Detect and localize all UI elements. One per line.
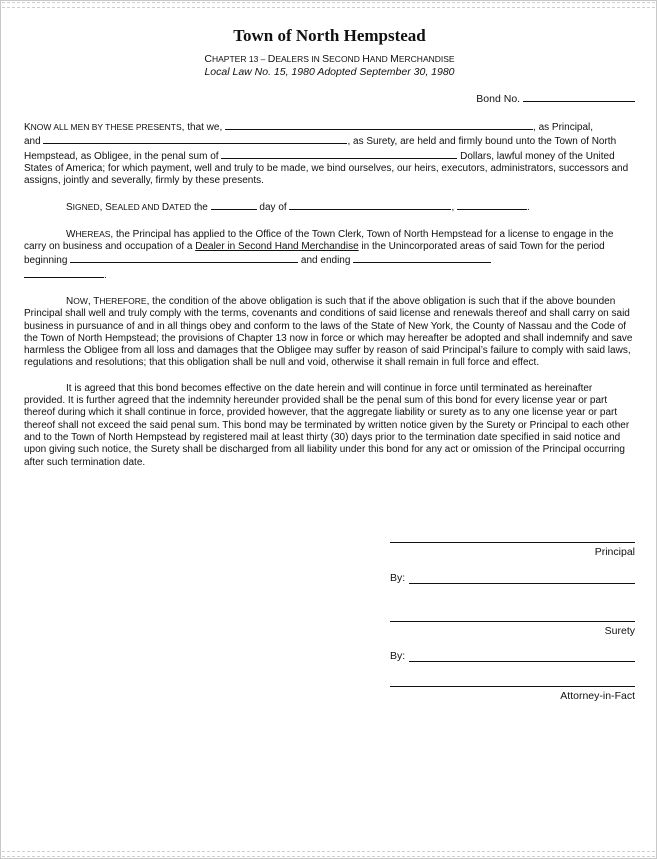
surety-name-field[interactable]	[43, 134, 347, 144]
business-type-underlined: Dealer in Second Hand Merchandise	[195, 241, 359, 253]
paragraph-agreement-terms: It is agreed that this bond becomes effective on the date herein and will continue in force until terminated as hereinafter provided. It is further agreed that the indemnity hereunder provided shall be the penal sum of this bond for every license year or part thereof during which it shall continue in force, provided however, that the aggregate liability or surety as to any one license year or part thereof shall not exceed the said penal sum. This bond may be terminated by written notice given by the Surety or Principal to each other and to the Town of North Hempstead by registered mail at least thirty (30) days prior to the termination date specified in said notice and upon giving such notice, the Surety shall be discharged from all liability under this bond for any act or omission of the Principal occurring after such termination date.	[24, 382, 630, 468]
surety-by-row	[390, 650, 635, 662]
period-begin-field[interactable]	[70, 253, 298, 263]
period-end-continuation-field[interactable]	[24, 268, 104, 278]
principal-label: Principal	[594, 546, 635, 558]
principal-name-field[interactable]	[225, 120, 533, 130]
chapter-heading: CHAPTER 13 – DEALERS IN SECOND HAND MERCHANDISE	[204, 53, 455, 65]
principal-by-row	[390, 572, 635, 584]
date-year-field[interactable]	[457, 200, 527, 210]
principal-by-label: By:	[390, 572, 406, 584]
bond-number-field[interactable]	[523, 92, 635, 102]
bond-number-row	[24, 92, 635, 106]
document-body	[24, 27, 635, 469]
principal-signature-line[interactable]	[390, 542, 635, 543]
principal-by-line[interactable]	[409, 573, 635, 584]
surety-by-label: By:	[390, 650, 406, 662]
document-title: Town of North Hempstead	[233, 26, 426, 45]
surety-label: Surety	[604, 625, 635, 637]
surety-signature-line[interactable]	[390, 621, 635, 622]
paragraph-know-all-men: KNOW ALL MEN BY THESE PRESENTS, that we, , as Principal, and , as Surety, are held and firmly bound unto the Town of North Hempstead, as Obligee, in the penal sum of Dollars, lawful money of the United States of America; for which payment, well and truly to be made, we bind ourselves, our heirs, executors, administrators, successors and assigns, jointly and severally, firmly by these presents.	[24, 122, 629, 187]
principal-signature-block	[390, 542, 635, 559]
period-end-field[interactable]	[353, 253, 491, 263]
date-day-field[interactable]	[211, 200, 257, 210]
local-law-line: Local Law No. 15, 1980 Adopted September 30, 1980	[204, 66, 455, 78]
attorney-signature-line[interactable]	[390, 686, 635, 687]
bottom-border-decoration	[2, 851, 655, 857]
paragraph-now-therefore: NOW, THEREFORE, the condition of the above obligation is such that if the above obligation is such that if the above bounden Principal shall well and truly comply with the terms, covenants and conditions of said license and renewals thereof and shall carry on said business in pursuance of and in all things obey and conform to the laws of the State of New York, the County of Nassau and the Code of the Town of North Hempstead; the provisions of Chapter 13 now in force or which may hereafter be adopted and shall indemnify and save harmless the Obligee from all loss and damages that the Obligee may suffer by reason of said Principal’s failure to comply with said laws, regulations and resolutions; that this obligation shall be null and void, otherwise it shall remain in full force and effect.	[24, 295, 633, 369]
bond-number-label: Bond No.	[476, 93, 521, 105]
attorney-in-fact-label: Attorney-in-Fact	[560, 690, 635, 702]
surety-signature-block	[390, 621, 635, 638]
surety-by-line[interactable]	[409, 651, 635, 662]
paragraph-signed-sealed: SIGNED, SEALED AND DATED the day of , .	[66, 202, 530, 214]
paragraph-whereas: WHEREAS, the Principal has applied to the Office of the Town Clerk, Town of North Hempstead for a license to engage in the carry on business and occupation of a Dealer in Second Hand Merchandise in the Unincorporated areas of said Town for the period beginning and ending .	[24, 228, 614, 281]
attorney-signature-block	[390, 686, 635, 703]
top-border-decoration	[2, 2, 655, 8]
date-month-field[interactable]	[289, 200, 451, 210]
penal-sum-field[interactable]	[221, 149, 457, 159]
